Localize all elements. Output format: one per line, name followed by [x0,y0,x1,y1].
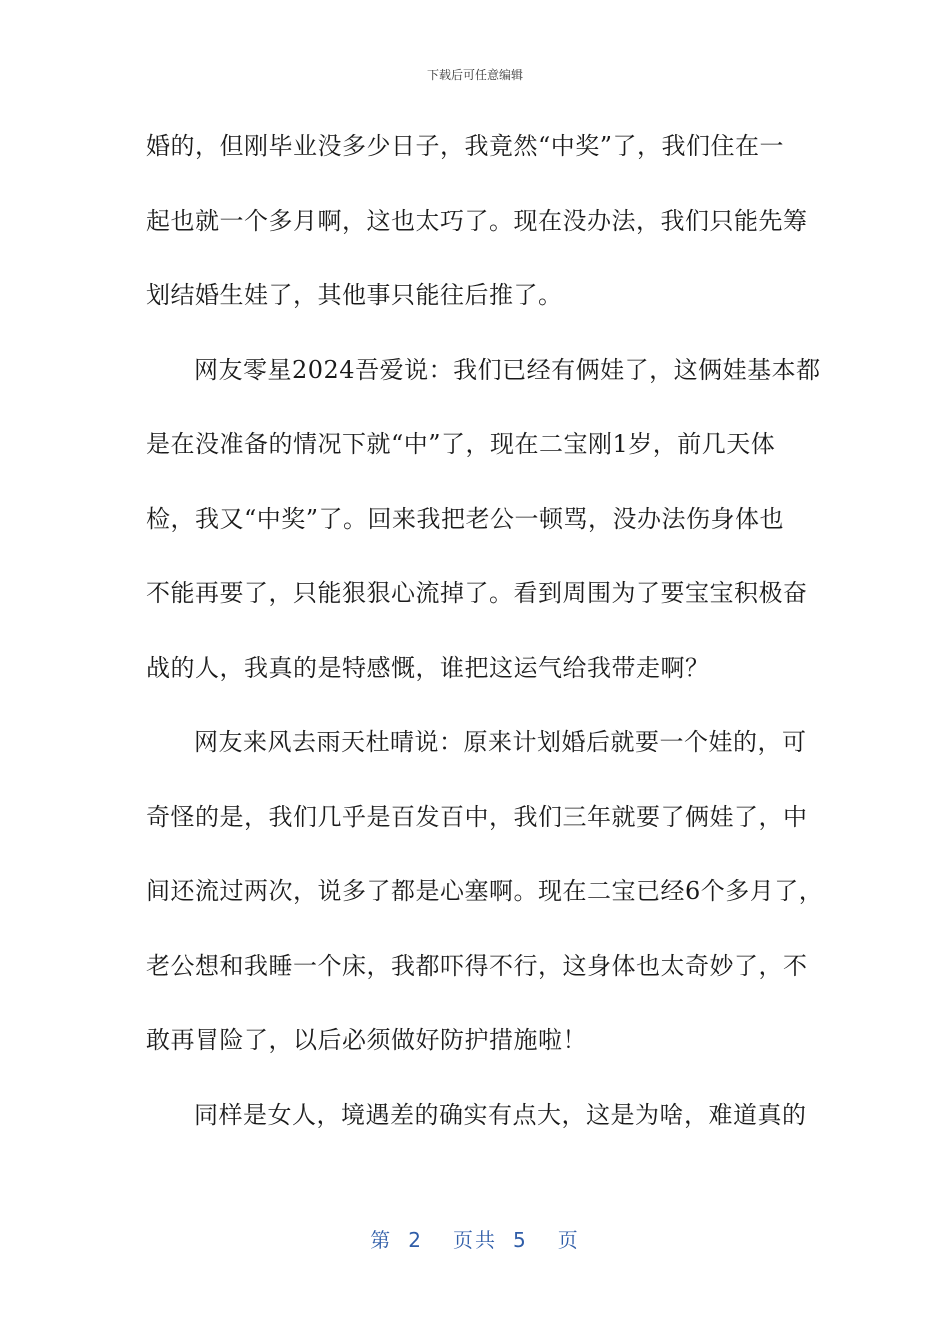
text-line: 间还流过两次，说多了都是心塞啊。现在二宝已经6个多月了， [146,877,824,905]
text-line: 婚的，但刚毕业没多少日子，我竟然“中奖”了，我们住在一 [146,132,785,160]
text-line: 网友零星2024吾爱说：我们已经有俩娃了，这俩娃基本都 [194,355,821,384]
text-line: 同样是女人，境遇差的确实有点大，这是为啥，难道真的 [194,1100,807,1129]
page-label: 第 [370,1228,393,1252]
text-line: 敢再冒险了，以后必须做好防护措施啦！ [146,1026,587,1054]
text-line: 奇怪的是，我们几乎是百发百中，我们三年就要了俩娃了，中 [146,802,808,831]
text-line: 是在没准备的情况下就“中”了，现在二宝刚1岁，前几天体 [146,430,776,458]
page-label-mid: 页共 [453,1228,497,1252]
page-number-current: 2 [408,1228,423,1252]
page-header: 下载后可任意编辑 [426,68,523,82]
page-number-total: 5 [513,1228,528,1252]
text-line: 老公想和我睡一个床，我都吓得不行，这身体也太奇妙了，不 [146,951,808,980]
page-label-end: 页 [557,1228,580,1252]
text-line: 起也就一个多月啊，这也太巧了。现在没办法，我们只能先筹 [146,206,808,235]
text-line: 划结婚生娃了，其他事只能往后推了。 [146,281,563,309]
text-line: 不能再要了，只能狠狠心流掉了。看到周围为了要宝宝积极奋 [146,579,808,607]
text-line: 检，我又“中奖”了。回来我把老公一顿骂，没办法伤身体也 [146,504,785,533]
text-line: 战的人，我真的是特感慨，谁把这运气给我带走啊？ [146,653,710,682]
document-body [146,118,824,1161]
text-line: 网友来风去雨天杜晴说：原来计划婚后就要一个娃的，可 [194,728,807,756]
page-footer [0,1224,950,1253]
